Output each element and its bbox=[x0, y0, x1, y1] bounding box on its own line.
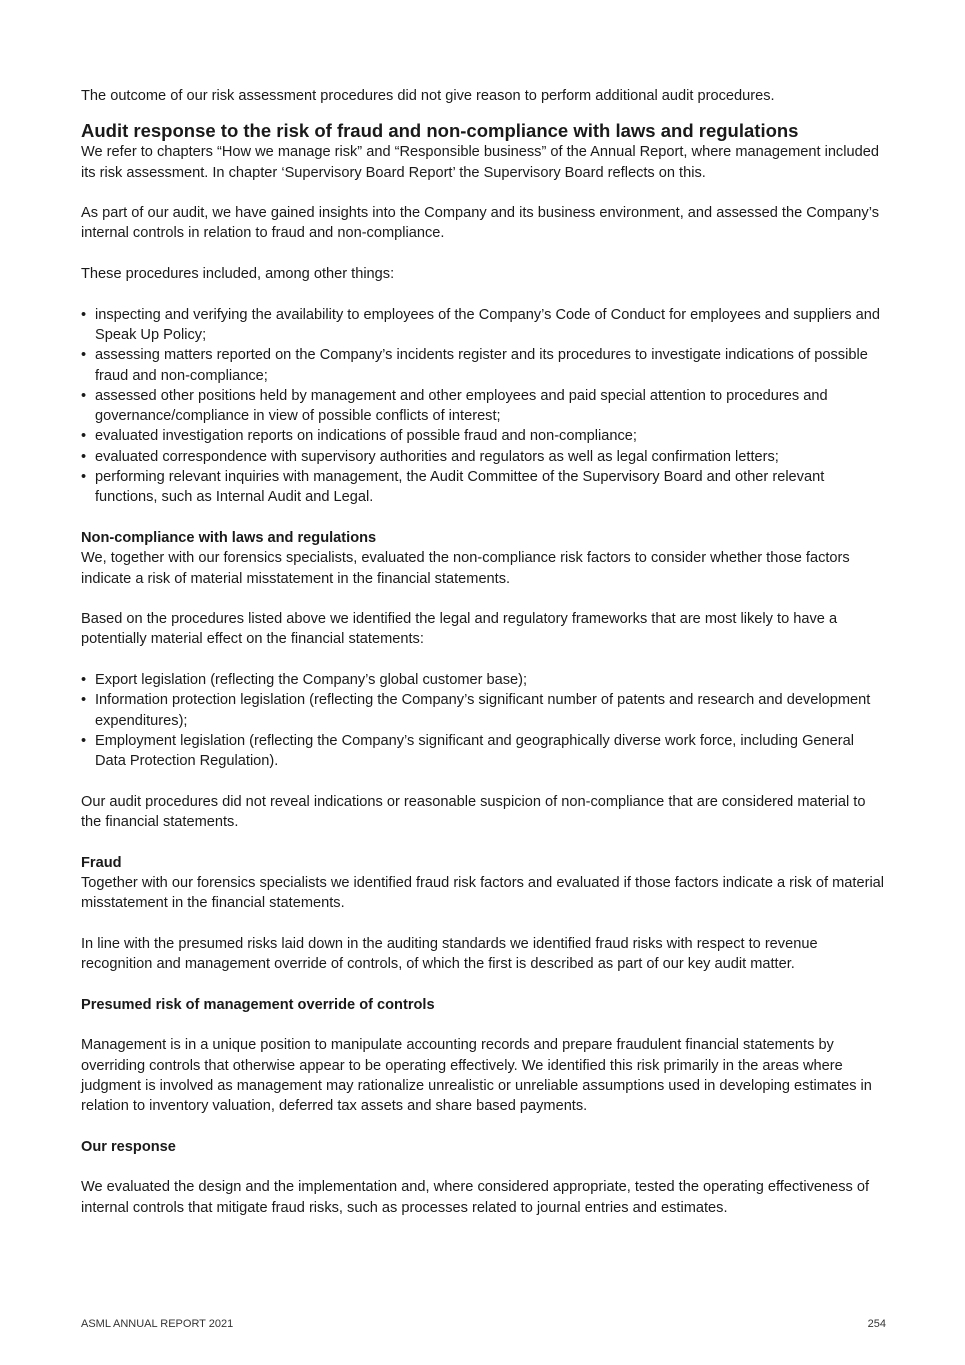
paragraph: Our audit procedures did not reveal indications or reasonable suspicion of non-compliance that are considered material to the financial statements. bbox=[81, 793, 866, 831]
subheading: Fraud bbox=[81, 854, 122, 871]
procedures-list bbox=[81, 305, 886, 508]
list-item: • evaluated correspondence with supervisory authorities and regulators as well as legal confirmation letters; bbox=[81, 447, 886, 467]
section-heading: Audit response to the risk of fraud and non-compliance with laws and regulations bbox=[81, 120, 799, 142]
list-item: • assessed other positions held by management and other employees and paid special attention to procedures and governance/compliance in view of possible conflicts of interest; bbox=[81, 386, 886, 427]
intro-paragraph: The outcome of our risk assessment procedures did not give reason to perform additional audit procedures. bbox=[81, 88, 775, 104]
footer-report-title: ASML ANNUAL REPORT 2021 bbox=[81, 1318, 234, 1330]
paragraph: As part of our audit, we have gained insights into the Company and its business environment, and assessed the Company’s internal controls in relation to fraud and non-compliance. bbox=[81, 205, 879, 242]
list-item: • evaluated investigation reports on indications of possible fraud and non-compliance; bbox=[81, 426, 886, 446]
page-number: 254 bbox=[867, 1318, 886, 1330]
paragraph: We evaluated the design and the implementation and, where considered appropriate, tested the operating effectiveness of internal controls that mitigate fraud risks, such as processes related to journal entries and estimates. bbox=[81, 1179, 870, 1216]
paragraph: Based on the procedures listed above we identified the legal and regulatory frameworks that are most likely to have a potentially material effect on the financial statements: bbox=[81, 611, 838, 648]
list-item: • performing relevant inquiries with management, the Audit Committee of the Supervisory Board and other relevant functions, such as Internal Audit and Legal. bbox=[81, 467, 886, 508]
subheading: Our response bbox=[81, 1138, 176, 1155]
paragraph: Together with our forensics specialists we identified fraud risk factors and evaluated if those factors indicate a risk of material misstatement in the financial statements. bbox=[81, 874, 885, 912]
subheading: Non-compliance with laws and regulations bbox=[81, 529, 377, 546]
list-item: • inspecting and verifying the availability to employees of the Company’s Code of Conduct for employees and suppliers and Speak Up Policy; bbox=[81, 305, 886, 346]
paragraph: We, together with our forensics specialists, evaluated the non-compliance risk factors to consider whether those factors indicate a risk of material misstatement in the financial statements. bbox=[81, 550, 850, 587]
list-item: • Information protection legislation (reflecting the Company’s significant number of patents and research and development expenditures); bbox=[81, 690, 886, 731]
subheading: Presumed risk of management override of controls bbox=[81, 996, 435, 1013]
paragraph: We refer to chapters “How we manage risk” and “Responsible business” of the Annual Report, where management included its risk assessment. In chapter ‘Supervisory Board Report’ the Supervisory Board reflects on this. bbox=[81, 144, 879, 181]
paragraph: These procedures included, among other things: bbox=[81, 266, 395, 283]
paragraph: In line with the presumed risks laid down in the auditing standards we identified fraud risks with respect to revenue recognition and management override of controls, of which the first is described as part of our key audit matter. bbox=[81, 935, 818, 973]
list-item: • Employment legislation (reflecting the Company’s significant and geographically diverse work force, including General Data Protection Regulation). bbox=[81, 731, 886, 772]
paragraph: Management is in a unique position to manipulate accounting records and prepare fraudulent financial statements by overriding controls that otherwise appear to be operating effectively. We identified this risk primarily in the areas where judgment is involved as management may rationalize unrealistic or unreliable assumptions used in developing estimates in relation to inventory valuation, deferred tax assets and share based payments. bbox=[81, 1037, 872, 1115]
legislation-list bbox=[81, 670, 886, 771]
list-item: • Export legislation (reflecting the Company’s global customer base); bbox=[81, 670, 886, 690]
page-body bbox=[81, 86, 886, 1218]
list-item: • assessing matters reported on the Company’s incidents register and its procedures to investigate indications of possible fraud and non-compliance; bbox=[81, 345, 886, 386]
